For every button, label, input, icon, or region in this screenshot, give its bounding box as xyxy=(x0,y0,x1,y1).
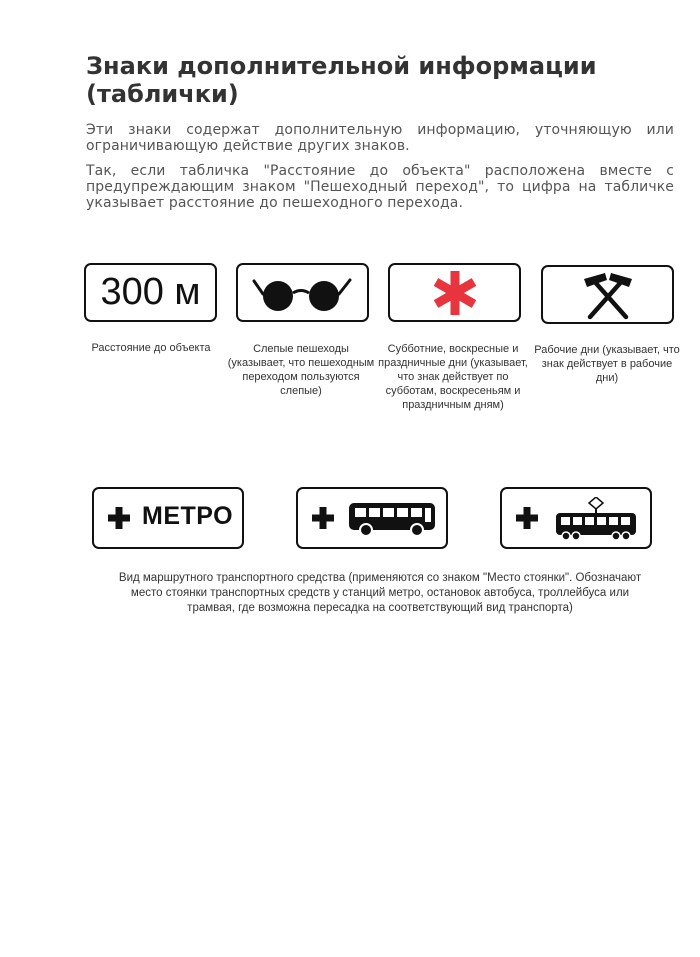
plus-icon xyxy=(312,507,334,529)
intro-paragraph-2: Так, если табличка "Расстояние до объекта" расположена вместе с предупреждающим знаком "Пешеходный переход", то цифра на табличке указывает расстояние до пешеходного перехода. xyxy=(86,163,674,211)
caption-blind: Слепые пешеходы (указывает, что пешеходным переходом пользуются слепые) xyxy=(227,343,375,397)
metro-sign xyxy=(92,487,244,549)
asterisk-icon xyxy=(425,268,485,318)
plus-icon xyxy=(516,507,538,529)
page-title xyxy=(86,52,646,108)
caption-weekend: Субботние, воскресные и праздничные дни (указывает, что знак действует по субботам, воскресеньям и праздничным дням) xyxy=(378,343,528,411)
blind-pedestrians-sign xyxy=(236,263,369,322)
caption-workdays: Рабочие дни (указывает, что знак действует в рабочие дни) xyxy=(534,344,680,384)
distance-value: 300 м xyxy=(100,271,201,313)
distance-sign xyxy=(84,263,217,322)
bus-sign xyxy=(296,487,448,549)
intro-paragraph-1: Эти знаки содержат дополнительную информацию, уточняющую или ограничивающую действие других знаков. xyxy=(86,122,674,154)
plus-icon xyxy=(108,507,130,529)
title-line-2: (таблички) xyxy=(86,80,239,108)
tram-icon xyxy=(550,497,642,543)
glasses-icon xyxy=(248,268,358,318)
bus-icon xyxy=(346,497,438,539)
crossed-hammers-icon xyxy=(578,269,638,321)
tram-sign xyxy=(500,487,652,549)
caption-distance: Расстояние до объекта xyxy=(91,342,211,354)
weekend-holidays-sign xyxy=(388,263,521,322)
metro-label: МЕТРО xyxy=(142,502,234,530)
workdays-sign xyxy=(541,265,674,324)
transport-caption: Вид маршрутного транспортного средства (применяются со знаком "Место стоянки". Обозначают место стоянки транспортных средств у станций метро, остановок автобуса, троллейбуса или трамвая, где возможна пересадка на соответствующий вид транспорта) xyxy=(118,572,642,614)
title-line-1: Знаки дополнительной информации xyxy=(86,52,597,80)
